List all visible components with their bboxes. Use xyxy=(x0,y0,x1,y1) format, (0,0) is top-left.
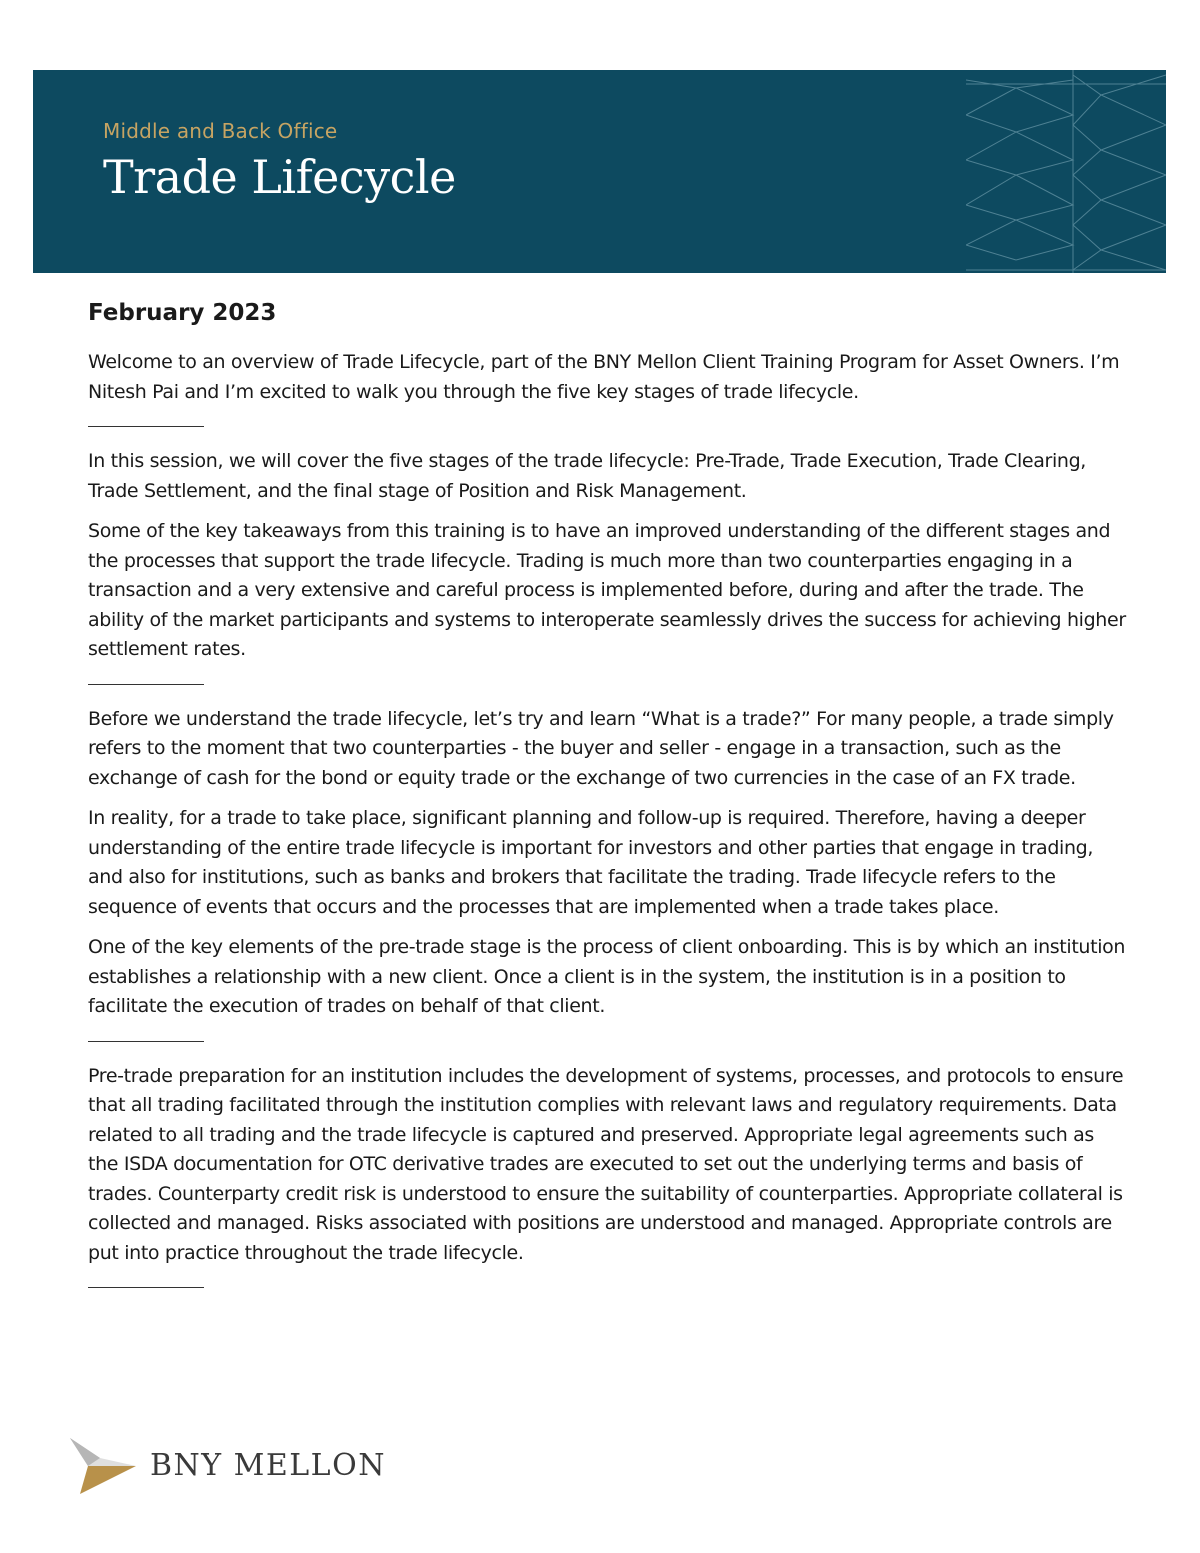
logo-wordmark: BNY MELLON xyxy=(150,1448,386,1483)
banner-title: Trade Lifecycle xyxy=(103,150,456,204)
paragraph-in-reality: In reality, for a trade to take place, significant planning and follow-up is required. Therefore, having a deeper understanding of the entire trade lifecycle is important for investors and other parties that engage in trading, and also for institutions, such as banks and brokers that facilitate the trading. Trade lifecycle refers to the sequence of events that occurs and the processes that are implemented when a trade takes place. xyxy=(88,807,1094,918)
section-divider xyxy=(88,684,204,685)
logo-arrow-icon xyxy=(70,1438,136,1494)
paragraph-what-is-a-trade: Before we understand the trade lifecycle, let’s try and learn “What is a trade?” For many people, a trade simply refers to the moment that two counterparties - the buyer and seller - engage in a transaction, such as the exchange of cash for the bond or equity trade or the exchange of two currencies in the case of an FX trade. xyxy=(88,707,1114,789)
paragraph-pre-trade-preparation: Pre-trade preparation for an institution includes the development of systems, processes, and protocols to ensure that all trading facilitated through the institution complies with relevant laws and regulatory requirements. Data related to all trading and the trade lifecycle is captured and preserved. Appropriate legal agreements such as the ISDA documentation for OTC derivative trades are executed to set out the underlying terms and basis of trades. Counterparty credit risk is understood to ensure the suitability of counterparties. Appropriate collateral is collected and managed. Risks associated with positions are understood and managed. Appropriate controls are put into practice throughout the trade lifecycle. xyxy=(88,1064,1124,1264)
bny-mellon-logo xyxy=(70,1438,410,1494)
banner-pattern-graphic xyxy=(966,70,1166,273)
document-body xyxy=(88,300,1128,1308)
section-divider xyxy=(88,426,204,427)
banner-subtitle: Middle and Back Office xyxy=(103,119,338,143)
section-divider xyxy=(88,1041,204,1042)
paragraph-session-overview: In this session, we will cover the five stages of the trade lifecycle: Pre-Trade, Trade Execution, Trade Clearing, Trade Settlement, and the final stage of Position and Risk Management. xyxy=(88,450,1086,502)
document-date: February 2023 xyxy=(88,300,277,326)
paragraph-client-onboarding: One of the key elements of the pre-trade stage is the process of client onboarding. This is by which an institution establishes a relationship with a new client. Once a client is in the system, the institution is in a position to facilitate the execution of trades on behalf of that client. xyxy=(88,936,1126,1017)
header-banner xyxy=(33,70,1166,273)
paragraph-key-takeaways: Some of the key takeaways from this training is to have an improved understanding of the different stages and the processes that support the trade lifecycle. Trading is much more than two counterparties engaging in a transaction and a very extensive and careful process is implemented before, during and after the trade. The ability of the market participants and systems to interoperate seamlessly drives the success for achieving higher settlement rates. xyxy=(88,520,1126,660)
paragraph-welcome: Welcome to an overview of Trade Lifecycle, part of the BNY Mellon Client Training Program for Asset Owners. I’m Nitesh Pai and I’m excited to walk you through the five key stages of trade lifecycle. xyxy=(88,351,1120,403)
section-divider xyxy=(88,1287,204,1288)
